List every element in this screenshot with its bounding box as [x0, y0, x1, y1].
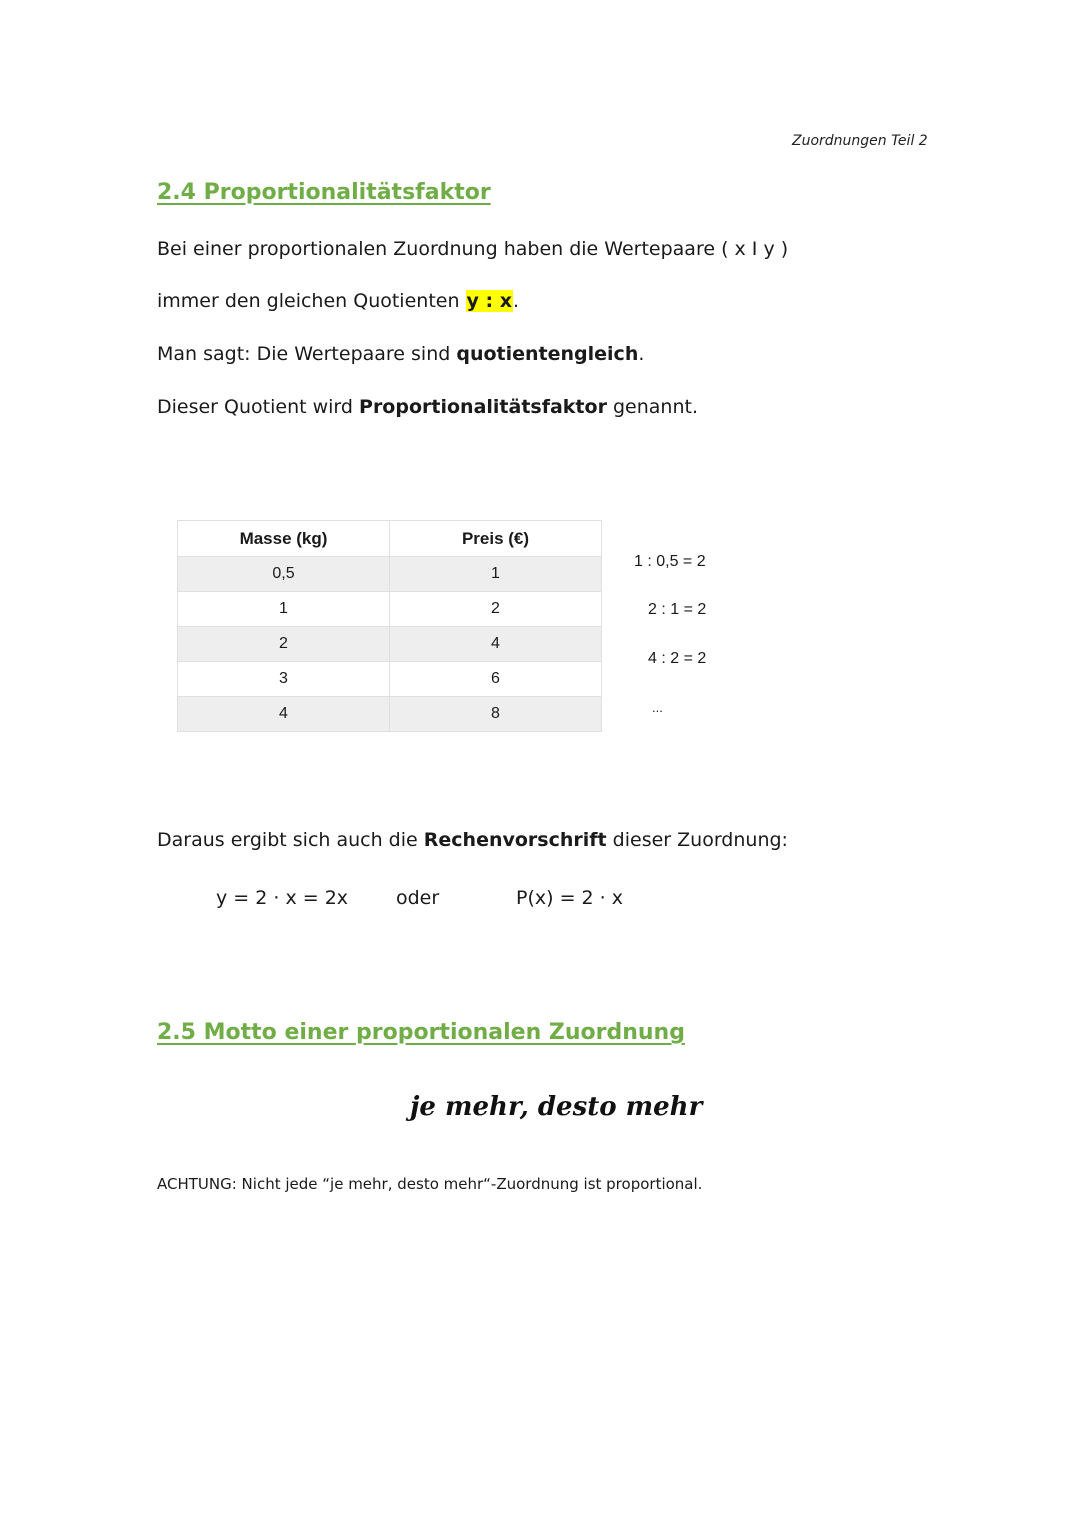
- paragraph-line-2: [157, 290, 519, 312]
- rule-text: Daraus ergibt sich auch die: [157, 829, 424, 851]
- rule-end: dieser Zuordnung:: [606, 829, 788, 851]
- paragraph-line-4: [157, 396, 698, 418]
- line4-text: Dieser Quotient wird: [157, 396, 360, 418]
- calculation-2: 2 : 1 = 2: [648, 601, 707, 618]
- motto-text: je mehr, desto mehr: [410, 1092, 703, 1122]
- paragraph-line-3: [157, 343, 644, 365]
- table-cell: 2: [178, 627, 390, 662]
- line2-text: immer den gleichen Quotienten: [157, 290, 466, 312]
- table-header-row: [178, 521, 602, 557]
- calculation-ellipsis: ...: [652, 700, 663, 715]
- table-row: [178, 662, 602, 697]
- line3-end: .: [638, 343, 645, 365]
- paragraph-line-1: Bei einer proportionalen Zuordnung haben die Wertepaare ( x I y ): [157, 238, 789, 260]
- table-row: [178, 627, 602, 662]
- table-cell: 1: [178, 592, 390, 627]
- rule-sentence: [157, 829, 788, 851]
- table-cell: 6: [390, 662, 602, 697]
- line2-end: .: [513, 290, 520, 312]
- column-header-preis: Preis (€): [390, 521, 602, 557]
- formula-connector: oder: [396, 887, 440, 909]
- table-cell: 2: [390, 592, 602, 627]
- table-cell: 3: [178, 662, 390, 697]
- formula-y: y = 2 · x = 2x: [216, 887, 349, 909]
- header-note: Zuordnungen Teil 2: [792, 133, 928, 149]
- line3-text: Man sagt: Die Wertepaare sind: [157, 343, 457, 365]
- table-cell: 4: [390, 627, 602, 662]
- proportionalitaetsfaktor-term: Proportionalitätsfaktor: [359, 396, 607, 418]
- value-table: [177, 520, 602, 732]
- table-cell: 8: [390, 697, 602, 732]
- section-title-2-5: 2.5 Motto einer proportionalen Zuordnung: [157, 1020, 685, 1045]
- table-row: [178, 592, 602, 627]
- line4-end: genannt.: [606, 396, 698, 418]
- rechenvorschrift-term: Rechenvorschrift: [423, 829, 607, 851]
- formula-p: P(x) = 2 · x: [516, 887, 623, 909]
- column-header-masse: Masse (kg): [178, 521, 390, 557]
- table-cell: 0,5: [178, 557, 390, 592]
- warning-note: ACHTUNG: Nicht jede “je mehr, desto mehr“-Zuordnung ist proportional.: [157, 1175, 703, 1193]
- quotientengleich-term: quotientengleich: [456, 343, 639, 365]
- quotient-highlight: y : x: [466, 290, 513, 312]
- calculation-3: 4 : 2 = 2: [648, 650, 707, 667]
- table-cell: 4: [178, 697, 390, 732]
- table-cell: 1: [390, 557, 602, 592]
- calculation-1: 1 : 0,5 = 2: [634, 553, 706, 570]
- table-row: [178, 557, 602, 592]
- table-row: [178, 697, 602, 732]
- section-title-2-4: 2.4 Proportionalitätsfaktor: [157, 180, 491, 205]
